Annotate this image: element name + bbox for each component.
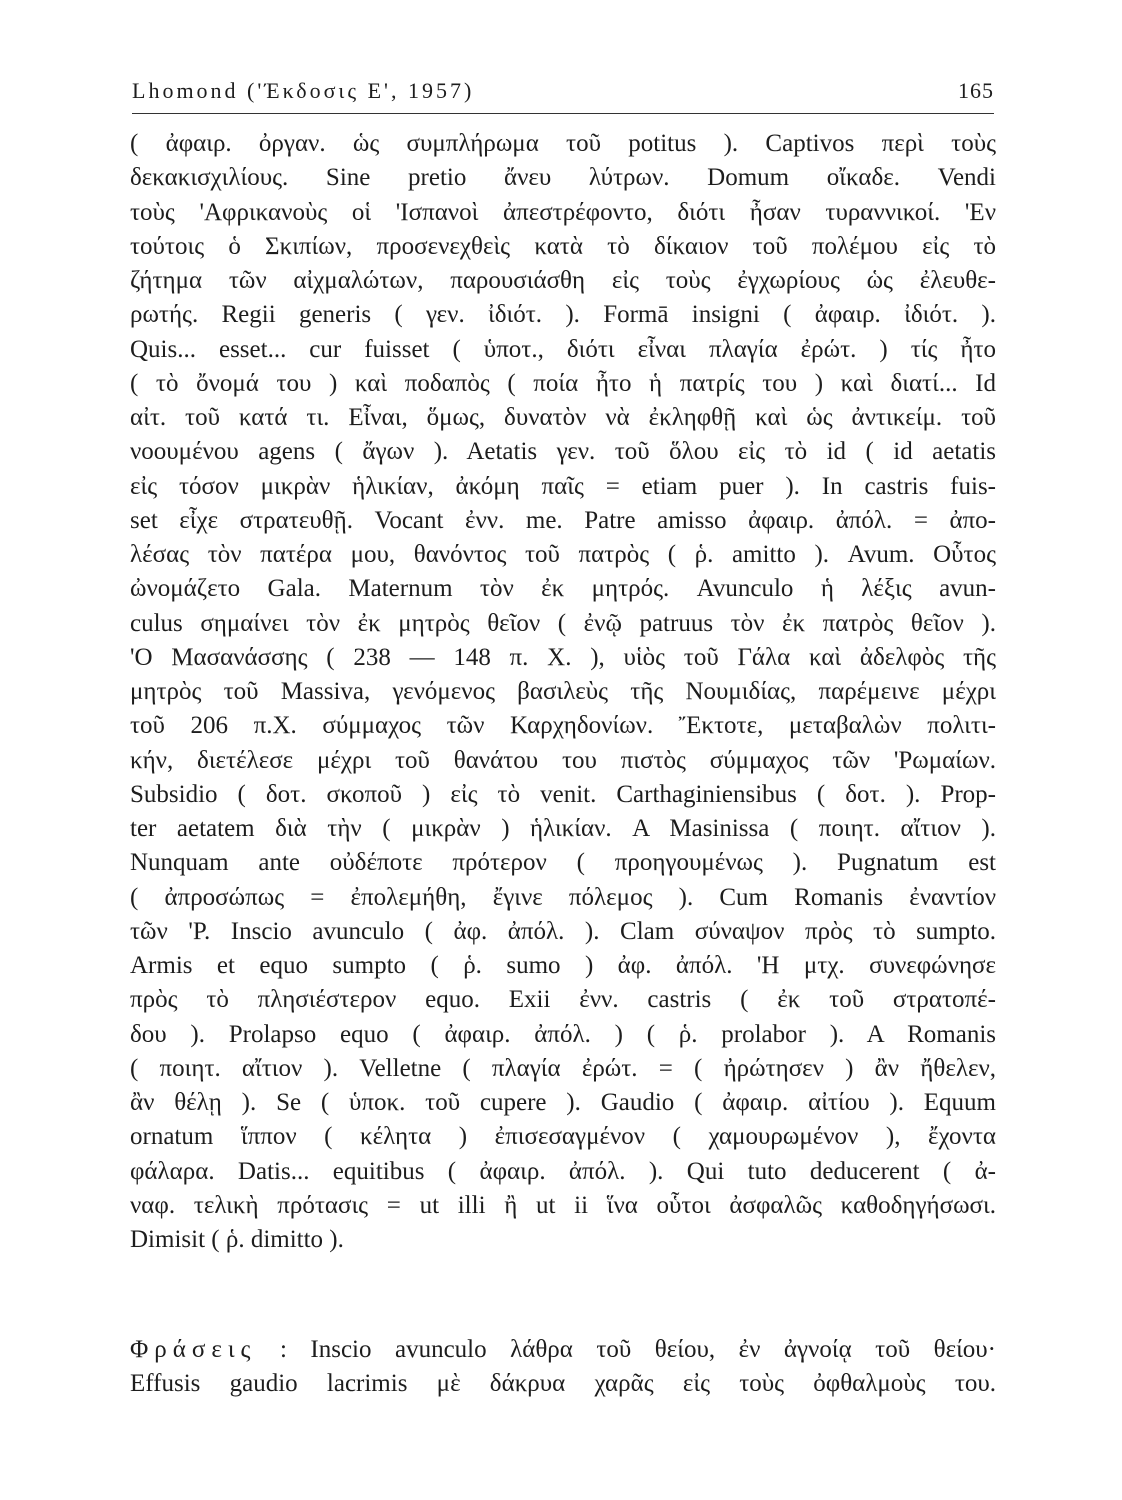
body-line: ( ἀφαιρ. ὀργαν. ὡς συμπλήρωμα τοῦ potitus ). Captivos περὶ τοὺς xyxy=(130,130,996,157)
body-line: ὠνομάζετο Gala. Maternum τὸν ἐκ μητρός. Avunculo ἡ λέξις avun- xyxy=(130,575,996,603)
body-line: Nunquam ante οὐδέποτε πρότερον ( προηγουμένως ). Pugnatum est xyxy=(130,849,996,877)
body-line: ( τὸ ὄνομά του ) καὶ ποδαπὸς ( ποία ἦτο ἡ πατρίς του ) καὶ διατί... Id xyxy=(130,369,996,397)
phrases-section xyxy=(130,1333,996,1401)
body-line: λέσας τὸν πατέρα μου, θανόντος τοῦ πατρὸς ( ῥ. amitto ). Avum. Οὗτος xyxy=(130,541,996,568)
body-line: culus σημαίνει τὸν ἐκ μητρὸς θεῖον ( ἐνῷ patruus τὸν ἐκ πατρὸς θεῖον ). xyxy=(130,609,996,637)
page-number: 165 xyxy=(958,78,994,103)
body-line: δεκακισχιλίους. Sine pretio ἄνευ λύτρων. Domum οἴκαδε. Vendi xyxy=(130,164,996,192)
body-line: ναφ. τελικὴ πρότασις = ut illi ἢ ut ii ἵνα οὗτοι ἀσφαλῶς καθοδηγήσωσι. xyxy=(130,1191,996,1219)
phrases-line-1-text: : Inscio avunculo λάθρα τοῦ θείου, ἐν ἀγνοίᾳ τοῦ θείου· xyxy=(279,1336,996,1363)
body-line: ζήτημα τῶν αἰχμαλώτων, παρουσιάσθη εἰς τοὺς ἐγχωρίους ὡς ἐλευθε- xyxy=(130,267,996,294)
body-line: ter aetatem διὰ τὴν ( μικρὰν ) ἡλικίαν. A Masinissa ( ποιητ. αἴτιον ). xyxy=(130,815,996,842)
phrases-line-1 xyxy=(130,1333,996,1367)
body-line: ἂν θέλῃ ). Se ( ὑποκ. τοῦ cupere ). Gaudio ( ἀφαιρ. αἰτίου ). Equum xyxy=(130,1089,996,1116)
body-line: Quis... esset... cur fuisset ( ὑποτ., διότι εἶναι πλαγία ἐρώτ. ) τίς ἦτο xyxy=(130,335,996,363)
header-rule xyxy=(132,113,994,114)
body-line: μητρὸς τοῦ Massiva, γενόμενος βασιλεὺς τῆς Νουμιδίας, παρέμεινε μέχρι xyxy=(130,678,996,705)
body-line: πρὸς τὸ πλησιέστερον equo. Exii ἐνν. castris ( ἐκ τοῦ στρατοπέ- xyxy=(130,986,996,1014)
body-line: τούτοις ὁ Σκιπίων, προσενεχθεὶς κατὰ τὸ δίκαιον τοῦ πολέμου εἰς τὸ xyxy=(130,232,996,260)
body-line: set εἶχε στρατευθῇ. Vocant ἐνν. me. Patre amisso ἀφαιρ. ἀπόλ. = ἀπο- xyxy=(130,506,996,534)
phrases-label: Φράσεις xyxy=(130,1336,257,1363)
body-line: ( ἀπροσώπως = ἐπολεμήθη, ἔγινε πόλεμος ). Cum Romanis ἐναντίον xyxy=(130,883,996,911)
body-line: 'Ο Μασανάσσης ( 238 — 148 π. Χ. ), υἱὸς τοῦ Γάλα καὶ ἀδελφὸς τῆς xyxy=(130,643,996,671)
body-line: αἰτ. τοῦ κατά τι. Εἶναι, ὅμως, δυνατὸν νὰ ἐκληφθῇ καὶ ὡς ἀντικείμ. τοῦ xyxy=(130,404,996,431)
running-header xyxy=(132,76,994,106)
body-line: τοὺς 'Αφρικανοὺς οἱ 'Ισπανοὶ ἀπεστρέφοντο, διότι ἦσαν τυραννικοί. 'Εν xyxy=(130,198,996,226)
running-title: Lhomond ('Έκδοσις Ε', 1957) xyxy=(132,78,475,103)
body-line: εἰς τόσον μικρὰν ἡλικίαν, ἀκόμη παῖς = etiam puer ). In castris fuis- xyxy=(130,472,996,500)
body-line: κήν, διετέλεσε μέχρι τοῦ θανάτου του πιστὸς σύμμαχος τῶν 'Ρωμαίων. xyxy=(130,746,996,774)
body-line: Subsidio ( δοτ. σκοποῦ ) εἰς τὸ venit. Carthaginiensibus ( δοτ. ). Prop- xyxy=(130,780,996,808)
body-line: Armis et equo sumpto ( ῥ. sumo ) ἀφ. ἀπόλ. 'Η μτχ. συνεφώνησε xyxy=(130,952,996,979)
body-line: τῶν 'Ρ. Inscio avunculo ( ἀφ. ἀπόλ. ). Clam σύναψον πρὸς τὸ sumpto. xyxy=(130,917,996,945)
body-line: τοῦ 206 π.Χ. σύμμαχος τῶν Καρχηδονίων. Ἔκτοτε, μεταβαλὼν πολιτι- xyxy=(130,712,996,740)
body-line: δου ). Prolapso equo ( ἀφαιρ. ἀπόλ. ) ( ῥ. prolabor ). A Romanis xyxy=(130,1020,996,1048)
phrases-line-2: Effusis gaudio lacrimis μὲ δάκρυα χαρᾶς εἰς τοὺς ὀφθαλμοὺς του. xyxy=(130,1370,996,1397)
body-line: ρωτής. Regii generis ( γεν. ἰδιότ. ). Formā insigni ( ἀφαιρ. ἰδιότ. ). xyxy=(130,301,996,329)
body-line: ornatum ἵππον ( κέλητα ) ἐπισεσαγμένον ( χαμουρωμένον ), ἔχοντα xyxy=(130,1123,996,1151)
body-line: Dimisit ( ῥ. dimitto ). xyxy=(130,1226,344,1253)
commentary-body xyxy=(130,127,996,1257)
body-line: ( ποιητ. αἴτιον ). Velletne ( πλαγία ἐρώτ. = ( ἠρώτησεν ) ἂν ἤθελεν, xyxy=(130,1054,996,1082)
body-line: φάλαρα. Datis... equitibus ( ἀφαιρ. ἀπόλ. ). Qui tuto deducerent ( ἀ- xyxy=(130,1157,996,1185)
body-line: νοουμένου agens ( ἄγων ). Aetatis γεν. τοῦ ὅλου εἰς τὸ id ( id aetatis xyxy=(130,438,996,466)
